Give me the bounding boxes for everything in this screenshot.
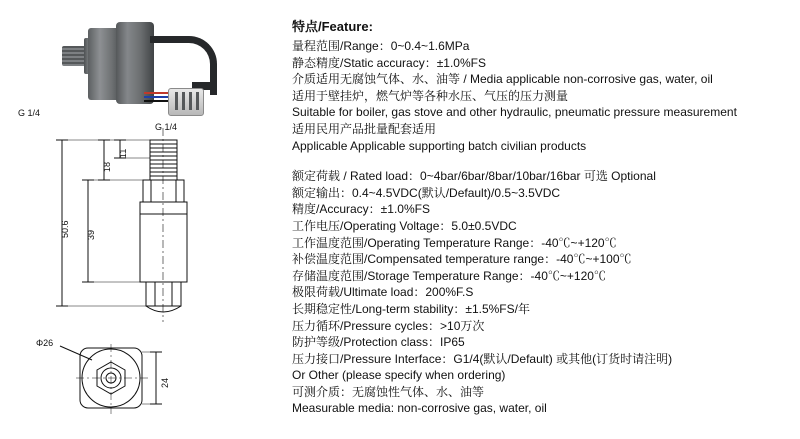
spec-line: 额定输出：0.4~4.5VDC(默认/Default)/0.5~3.5VDC <box>292 185 561 200</box>
spec-line: 压力循环/Pressure cycles：>10万次 <box>292 318 485 333</box>
specs-list <box>292 168 792 417</box>
spec-line: 防护等级/Protection class：IP65 <box>292 335 465 350</box>
spec-line: 压力接口/Pressure Interface：G1/4(默认/Default) 或其他(订货时请注明) <box>292 351 673 366</box>
feature-line: Suitable for boiler, gas stove and other hydraulic, pneumatic pressure measurement <box>292 105 737 120</box>
spec-line: 可测介质：无腐蚀性气体、水、油等 <box>292 384 485 399</box>
photo-wires <box>144 92 170 106</box>
spec-line: 工作温度范围/Operating Temperature Range：-40℃~+120℃ <box>292 235 617 250</box>
feature-list <box>292 38 792 154</box>
dim-18: 18 <box>102 161 112 172</box>
feature-line: 适用民用产品批量配套适用 <box>292 121 437 136</box>
specification-column <box>292 16 792 417</box>
feature-line: 介质适用无腐蚀气体、水、油等 / Media applicable non-corrosive gas, water, oil <box>292 72 713 87</box>
feature-line: 适用于壁挂炉，燃气炉等各种水压、气压的压力测量 <box>292 88 569 103</box>
dim-50-6: 50.6 <box>60 220 70 238</box>
spec-line: Or Other (please specify when ordering) <box>292 368 506 383</box>
spec-line: 补偿温度范围/Compensated temperature range：-40℃~+100℃ <box>292 252 632 267</box>
feature-title: 特点/Feature: <box>292 19 373 34</box>
spec-line: 极限荷载/Ultimate load：200%F.S <box>292 285 474 300</box>
thread-label-top: G 1/4 <box>155 122 178 132</box>
feature-line: 静态精度/Static accuracy：±1.0%FS <box>292 55 486 70</box>
feature-line: Applicable Applicable supporting batch civilian products <box>292 138 587 153</box>
spec-line: 工作电压/Operating Voltage：5.0±0.5VDC <box>292 218 517 233</box>
dim-24: 24 <box>160 377 170 388</box>
side-view-svg <box>0 110 290 340</box>
spec-line: Measurable media: non-corrosive gas, water, oil <box>292 401 547 416</box>
spec-line: 存储温度范围/Storage Temperature Range：-40℃~+120℃ <box>292 268 606 283</box>
dim-11: 11 <box>118 148 128 158</box>
bottom-view-drawing <box>0 330 290 434</box>
spec-line: 额定荷载 / Rated load：0~4bar/6bar/8bar/10bar/16bar 可选 Optional <box>292 169 656 184</box>
side-view-drawing <box>0 110 290 340</box>
spec-line: 长期稳定性/Long-term stability：±1.5%FS/年 <box>292 301 530 316</box>
dim-39: 39 <box>86 229 96 240</box>
dim-diameter: Φ26 <box>36 338 54 348</box>
section-divider <box>292 154 792 168</box>
drawing-column <box>0 0 290 434</box>
feature-line: 量程范围/Range：0~0.4~1.6MPa <box>292 39 470 53</box>
product-photo <box>40 8 230 118</box>
spec-line: 精度/Accuracy：±1.0%FS <box>292 202 430 217</box>
thread-label-left: G 1/4 <box>18 108 41 118</box>
